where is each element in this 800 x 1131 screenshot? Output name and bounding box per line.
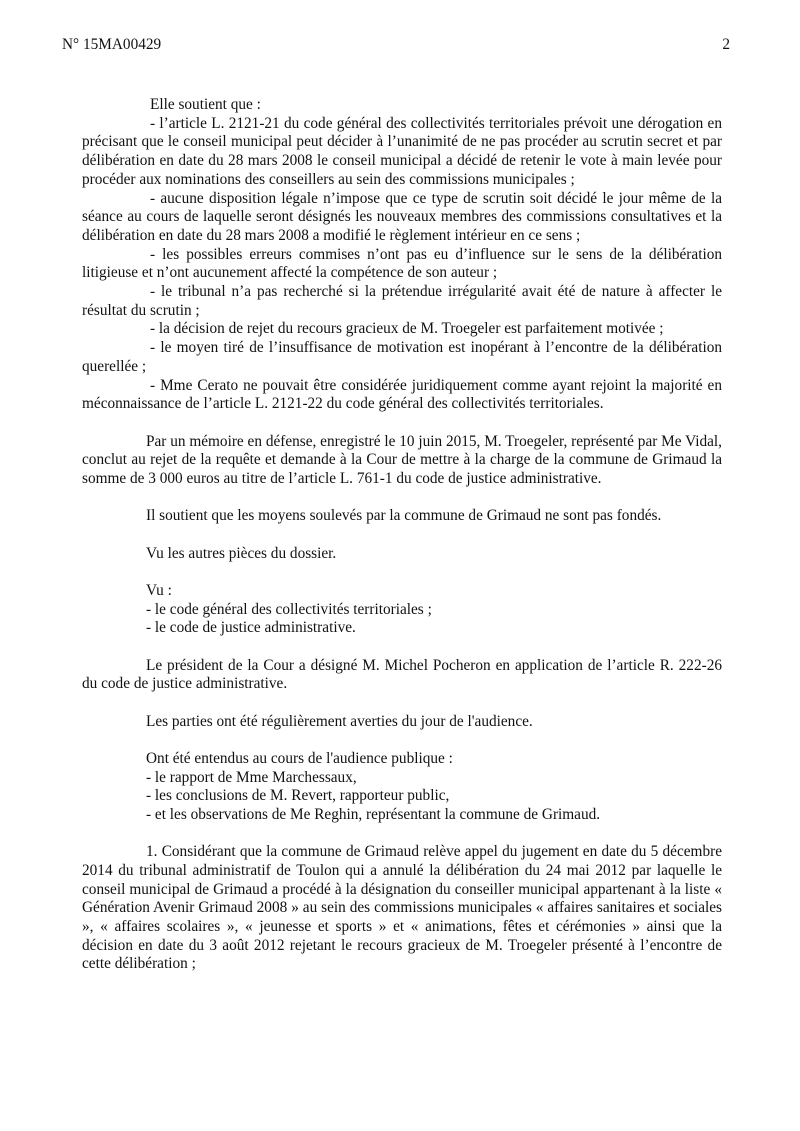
- hearing-item: - le rapport de Mme Marchessaux,: [146, 768, 357, 786]
- document-body: [82, 96, 722, 974]
- defense-claim-paragraph: Il soutient que les moyens soulevés par la commune de Grimaud ne sont pas fondés.: [146, 507, 662, 525]
- hearing-block: [82, 750, 722, 825]
- hearing-item: - les conclusions de M. Revert, rapporteur public,: [146, 787, 450, 805]
- argument-paragraph: - le tribunal n’a pas recherché si la prétendue irrégularité avait été de nature à affecter le résultat du scrutin ;: [82, 283, 722, 319]
- argument-paragraph: - le moyen tiré de l’insuffisance de motivation est inopérant à l’encontre de la délibération querellée ;: [82, 339, 722, 375]
- vu-label: Vu :: [146, 581, 172, 599]
- vu-item: - le code général des collectivités territoriales ;: [146, 600, 432, 618]
- hearing-label: Ont été entendus au cours de l'audience publique :: [146, 749, 453, 767]
- hearing-item: - et les observations de Me Reghin, représentant la commune de Grimaud.: [146, 805, 601, 823]
- case-number: N° 15MA00429: [62, 36, 162, 53]
- argument-paragraph: - aucune disposition légale n’impose que ce type de scrutin soit décidé le jour même de la séance au cours de laquelle seront désignés les nouveaux membres des commissions consultatives et la délibération en date du 28 mars 2008 a modifié le règlement intérieur en ce sens ;: [82, 189, 722, 244]
- arguments-intro: Elle soutient que :: [150, 96, 261, 113]
- argument-paragraph: - l’article L. 2121-21 du code général des collectivités territoriales prévoit une dérogation en précisant que le conseil municipal peut décider à l’unanimité de ne pas procéder au scrutin secret et par délibération en date du 28 mars 2008 le conseil municipal a décidé de retenir le vote à main levée pour procéder aux nominations des conseillers au sein des commissions municipales ;: [82, 114, 722, 188]
- page-header: [62, 36, 730, 55]
- argument-paragraph: - les possibles erreurs commises n’ont pas eu d’influence sur le sens de la délibération litigieuse et n’ont aucunement affecté la compétence de son auteur ;: [82, 245, 722, 282]
- president-paragraph: Le président de la Cour a désigné M. Michel Pocheron en application de l’article R. 222-26 du code de justice administrative.: [82, 656, 722, 693]
- argument-paragraph: - la décision de rejet du recours gracieux de M. Troegeler est parfaitement motivée ;: [150, 320, 664, 338]
- vu-item: - le code de justice administrative.: [146, 619, 356, 637]
- other-documents-paragraph: Vu les autres pièces du dossier.: [146, 544, 337, 562]
- argument-paragraph: - Mme Cerato ne pouvait être considérée juridiquement comme ayant rejoint la majorité en méconnaissance de l’article L. 2121-22 du code général des collectivités territoriales.: [82, 376, 722, 413]
- page-number: 2: [722, 36, 730, 53]
- defense-memo-paragraph: Par un mémoire en défense, enregistré le 10 juin 2015, M. Troegeler, représenté par Me Vidal, conclut au rejet de la requête et demande à la Cour de mettre à la charge de la commune de Grimaud la somme de 3 000 euros au titre de l’article L. 761-1 du code de justice administrative.: [82, 432, 722, 487]
- considerant-1-paragraph: 1. Considérant que la commune de Grimaud relève appel du jugement en date du 5 décembre 2014 du tribunal administratif de Toulon qui a annulé la délibération du 24 mai 2012 par laquelle le conseil municipal de Grimaud a procédé à la désignation du conseiller municipal appartenant à la liste « Génération Avenir Grimaud 2008 » au sein des commissions municipales « affaires sanitaires et sociales », « affaires scolaires », « jeunesse et sports » et « animations, fêtes et cérémonies » ainsi que la décision en date du 3 août 2012 rejetant le recours gracieux de M. Troegeler présenté à l’encontre de cette délibération ;: [82, 843, 722, 973]
- vu-block: [82, 582, 722, 638]
- parties-notified-paragraph: Les parties ont été régulièrement averties du jour de l'audience.: [146, 712, 533, 730]
